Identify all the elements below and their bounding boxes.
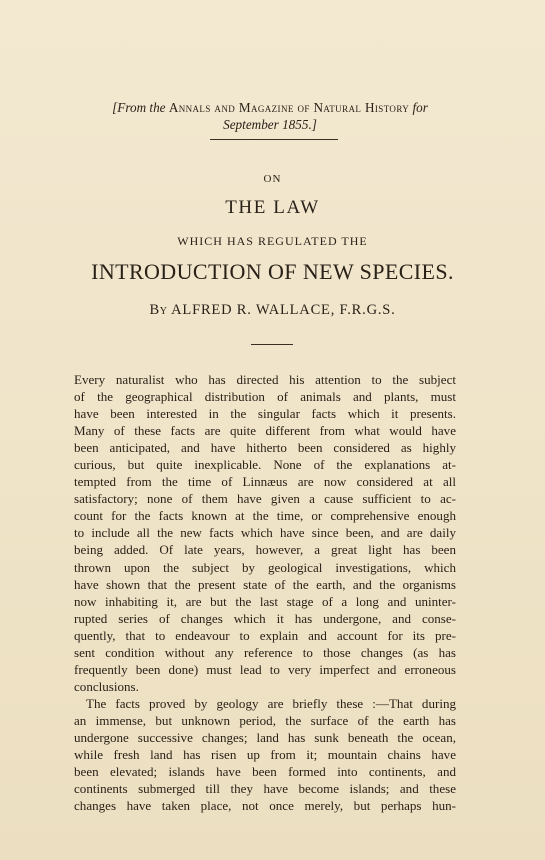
body-line: satisfactory; none of them have given a cause sufficient to ac- <box>74 491 456 507</box>
body-line: undergone successive changes; land has sunk beneath the ocean, <box>74 729 456 745</box>
byline-by: By <box>149 302 168 318</box>
body-line: quently, that to endeavour to explain and account for its pre- <box>74 627 456 643</box>
source-journal: Annals and Magazine of Natural History <box>168 100 410 115</box>
body-line: Many of these facts are quite different from what would have <box>74 423 456 439</box>
body-line: rupted series of changes which it has undergone, and conse- <box>74 610 456 626</box>
source-for: for <box>409 100 428 115</box>
body-line: have been interested in the singular facts which it presents. <box>74 406 456 422</box>
body-line: curious, but quite inexplicable. None of the explanations at- <box>74 457 456 473</box>
page-title: INTRODUCTION OF NEW SPECIES. <box>91 259 454 284</box>
title-the-law: THE LAW <box>225 197 320 218</box>
body-line: count for the facts known at the time, or comprehensive enough <box>74 508 456 524</box>
title-on: ON <box>263 173 282 185</box>
source-date: September 1855.] <box>223 117 317 132</box>
byline-author: ALFRED R. WALLACE, F.R.G.S. <box>167 302 396 318</box>
body-line: changes have taken place, not once merely, but perhaps hun- <box>74 798 456 814</box>
body-line: an immense, but unknown period, the surface of the earth has <box>74 712 456 728</box>
body-line: to include all the new facts which have since been, and are daily <box>74 525 456 541</box>
byline <box>0 302 545 319</box>
body-text <box>74 371 456 814</box>
body-line: frequently been done) must lead to very imperfect and erroneous <box>74 661 456 677</box>
body-line: The facts proved by geology are briefly these :—That during <box>86 695 456 711</box>
body-line: Every naturalist who has directed his attention to the subject <box>74 372 456 387</box>
body-line: been anticipated, and have hitherto been considered as highly <box>74 440 456 456</box>
body-line: while fresh land has risen up from it; mountain chains have <box>74 747 456 763</box>
body-line: have shown that the present state of the earth, and the organisms <box>74 576 456 592</box>
source-citation <box>60 99 480 133</box>
body-line: being added. Of late years, however, a great light has been <box>74 542 456 558</box>
title-which: WHICH HAS REGULATED THE <box>177 234 368 248</box>
body-line: been elevated; islands have been formed into continents, and <box>74 764 456 780</box>
body-line: continents submerged till they have become islands; and these <box>74 781 456 797</box>
source-open: [From the <box>112 100 169 115</box>
body-line: conclusions. <box>74 678 139 694</box>
byline-divider <box>251 344 293 345</box>
body-line: of the geographical distribution of animals and plants, must <box>74 389 456 405</box>
header-divider <box>210 139 338 140</box>
body-line: now inhabiting it, are but the last stage of a long and uninter- <box>74 593 456 609</box>
body-line: tempted from the time of Linnæus are now considered at all <box>74 474 456 490</box>
body-line: thrown upon the subject by geological investigations, which <box>74 559 456 575</box>
body-line: sent condition without any reference to those changes (as has <box>74 644 456 660</box>
